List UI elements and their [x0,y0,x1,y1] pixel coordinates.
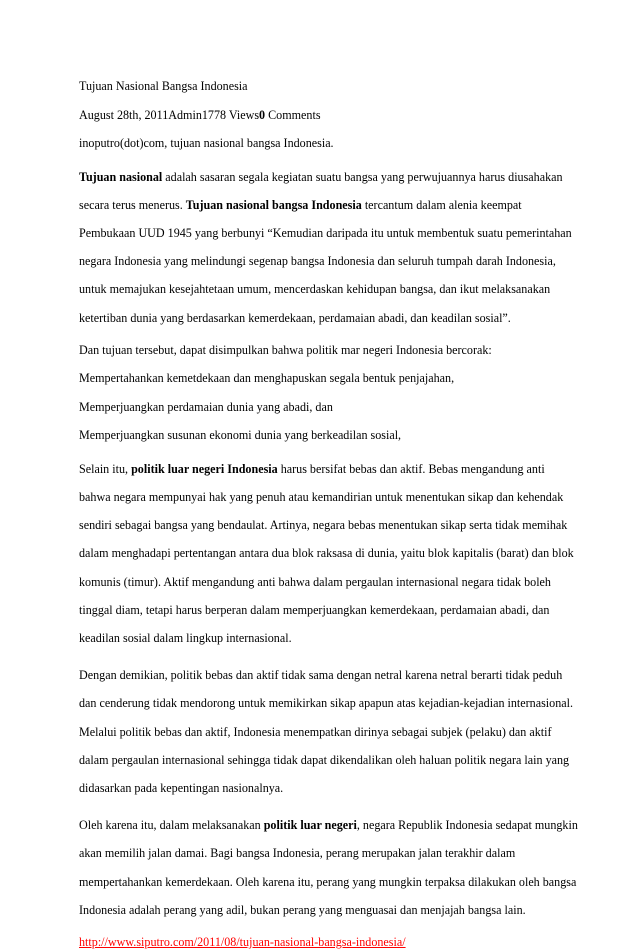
bold-term: Tujuan nasional [79,169,163,184]
bold-term: politik luar negeri Indonesia [131,461,278,476]
document-title: Tujuan Nasional Bangsa Indonesia [79,79,248,93]
paragraph-netral: Dengan demikian, politik bebas dan aktif tidak sama dengan netral karena netral berarti tidak peduh dan cenderung tidak mendorong untuk memikirkan sikap apapun atas kejadian-kejadian internasional. Melalui politik bebas dan aktif, Indonesia menempatkan dirinya sebagai subjek (pelaku) dan aktif dalam pergaulan internasional sehingga tidak dapat dikendalikan oleh haluan politik negara lain yang didasarkan pada kepentingan nasionalnya. [79,668,574,795]
list-item: Memperjuangkan perdamaian dunia yang abadi, dan [79,399,333,414]
paragraph-text: tercantum dalam alenia keempat Pembukaan UUD 1945 yang berbunyi “Kemudian daripada itu untuk membentuk suatu pemerintahan negara Indonesia yang melindungi segenap bangsa Indonesia dan seluruh tumpah darah Indonesia, untuk memajukan kesejahtetaan umum, mencerdaskan kehidupan bangsa, dan ikut melaksanakan ketertiban dunia yang berdasarkan kemerdekaan, perdamaian abadi, dan keadilan sosial”. [79,197,572,325]
paragraph-text: harus bersifat bebas dan aktif. Bebas mengandung anti bahwa negara mempunyai hak yang penuh atau kemandirian untuk menentukan sikap dan kehendak sendiri sebagai bangsa yang bendaulat. Artinya, negara bebas menentukan sikap serta tidak memihak dalam menghadapi pertentangan antara dua blok raksasa di dunia, yaitu blok kapitalis (barat) dan blok komunis (timur). Aktif mengandung anti bahwa dalam pergaulan internasional negara tidak boleh tinggal diam, tetapi harus berperan dalam memperjuangkan kemerdekaan, perdamaian abadi, dan keadilan sosial dalam lingkup internasional. [79,461,574,645]
post-meta [79,106,579,126]
paragraph-text: Oleh karena itu, dalam melaksanakan [79,818,264,833]
list-item: Memperjuangkan susunan ekonomi dunia yang berkeadilan sosial, [79,428,402,443]
post-comments-label: Comments [265,107,321,122]
document-body [79,77,579,952]
post-comments-count: 0 [259,107,266,122]
paragraph-jalan-damai [79,811,579,924]
source-line: inoputro(dot)com, tujuan nasional bangsa Indonesia. [79,136,334,150]
post-date: August 28th, 2011 [79,107,169,122]
post-views: 1778 Views [201,107,260,122]
list-item: Mempertahankan kemetdekaan dan menghapuskan segala bentuk penjajahan, [79,371,455,386]
paragraph-tujuan-nasional [79,163,579,332]
paragraph-text: , negara Republik Indonesia sedapat mungkin akan memilih jalan damai. Bagi bangsa Indonesia, perang merupakan jalan terakhir dalam mempertahankan kemerdekaan. Oleh karena itu, perang yang mungkin terpaksa dilakukan oleh bangsa Indonesia adalah perang yang adil, bukan perang yang menguasai dan menjajah bangsa lain. [79,818,578,917]
bold-term: Tujuan nasional bangsa Indonesia [185,197,362,212]
paragraph-text: adalah sasaran segala kegiatan suatu bangsa yang perwujuannya harus diusahakan secara terus menerus. [79,169,563,212]
post-author: Admin [168,107,202,122]
source-link-line [79,933,579,952]
paragraph-bebas-aktif [79,455,579,652]
paragraph-text: Selain itu, [79,461,132,476]
list-intro: Dan tujuan tersebut, dapat disimpulkan bahwa politik mar negeri Indonesia bercorak: [79,342,492,357]
bold-term: politik luar negeri [263,818,357,833]
source-link[interactable]: http://www.siputro.com/2011/08/tujuan-nasional-bangsa-indonesia/ [79,934,406,949]
